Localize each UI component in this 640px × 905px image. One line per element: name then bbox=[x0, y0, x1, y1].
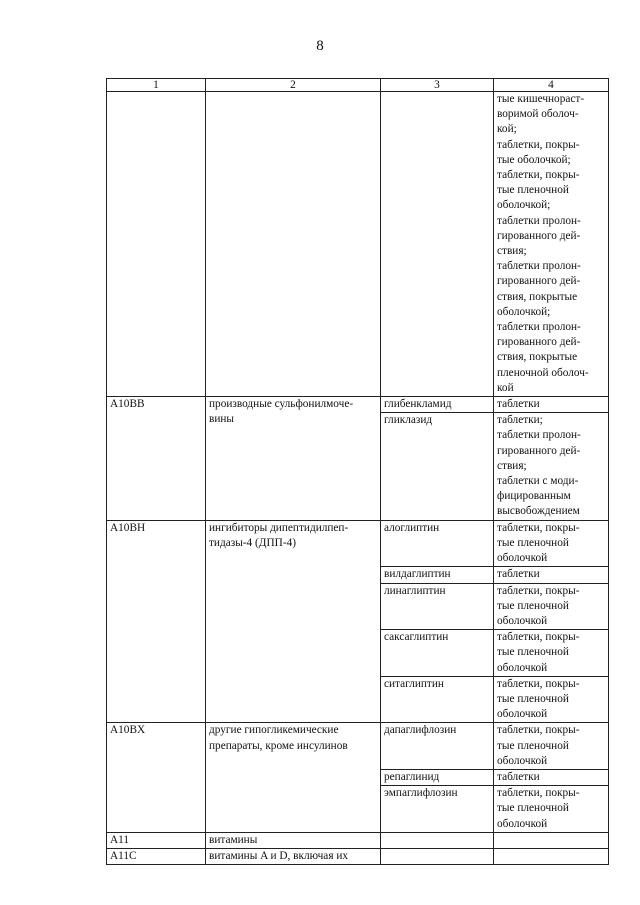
dosage-forms-cell bbox=[494, 769, 609, 785]
dosage-form-line: ствия; bbox=[497, 459, 527, 472]
table-row bbox=[107, 92, 609, 397]
dosage-forms-cell bbox=[494, 630, 609, 677]
dosage-forms-cell bbox=[494, 520, 609, 567]
dosage-form-line: тые кишечнораст- bbox=[497, 93, 585, 105]
dosage-forms-cell bbox=[494, 583, 609, 630]
dosage-form-line: тые пленочной bbox=[497, 599, 569, 612]
dosage-form-line: таблетки с моди- bbox=[497, 475, 579, 488]
dosage-form-line: оболочкой bbox=[497, 754, 548, 767]
dosage-form-line: тые пленочной bbox=[497, 646, 569, 659]
dosage-form-line: тые пленочной bbox=[497, 802, 569, 815]
substance-name-cell bbox=[381, 723, 494, 770]
dosage-forms-cell bbox=[494, 786, 609, 833]
table-body bbox=[107, 92, 609, 865]
dosage-form-line: ствия; bbox=[497, 245, 527, 258]
dosage-form-line: оболочкой bbox=[497, 661, 548, 674]
dosage-forms-cell bbox=[494, 413, 609, 520]
dosage-form-line: оболочкой; bbox=[497, 305, 551, 318]
column-header-1: 1 bbox=[107, 79, 206, 92]
dosage-form-line: гированного дей- bbox=[497, 444, 581, 457]
dosage-form-line: таблетки, покры- bbox=[497, 169, 580, 182]
group-name-cell bbox=[206, 92, 381, 397]
medication-table bbox=[106, 78, 609, 865]
column-header-2: 2 bbox=[206, 79, 381, 92]
dosage-forms-cell bbox=[494, 397, 609, 413]
dosage-form-line: таблетки, покры- bbox=[497, 677, 580, 690]
dosage-form-line: таблетки, покры- bbox=[497, 631, 580, 644]
dosage-form-line: таблетки, покры- bbox=[497, 138, 580, 151]
substance-name: эмпаглифлозин bbox=[384, 787, 458, 800]
dosage-form-line: ствия, покрытые bbox=[497, 290, 578, 303]
dosage-form-line: оболочкой; bbox=[497, 199, 551, 212]
dosage-form-line: таблетки пролон- bbox=[497, 429, 581, 442]
page-number: 8 bbox=[316, 38, 324, 54]
substance-name: алоглиптин bbox=[384, 521, 440, 534]
atc-code-cell: A10BX bbox=[107, 723, 206, 832]
dosage-forms-cell bbox=[494, 92, 609, 397]
atc-code-cell: A11C bbox=[107, 848, 206, 864]
table-row bbox=[107, 832, 609, 848]
table-row bbox=[107, 520, 609, 567]
substance-name: дапаглифлозин bbox=[384, 724, 457, 737]
group-name-cell bbox=[206, 397, 381, 521]
dosage-form-line: гированного дей- bbox=[497, 229, 581, 242]
group-name-line: другие гипогликемические bbox=[209, 724, 339, 737]
dosage-form-line: гированного дей- bbox=[497, 336, 581, 349]
substance-name-cell bbox=[381, 676, 494, 723]
dosage-form-line: воримой оболоч- bbox=[497, 108, 579, 121]
column-header-4: 4 bbox=[494, 79, 609, 92]
group-name-line: тидазы-4 (ДПП-4) bbox=[209, 536, 296, 549]
table-row bbox=[107, 397, 609, 413]
table-row bbox=[107, 723, 609, 770]
dosage-form-line: тые пленочной bbox=[497, 739, 569, 752]
dosage-form-line: тые пленочной bbox=[497, 692, 569, 705]
substance-name-cell bbox=[381, 583, 494, 630]
substance-name-cell bbox=[381, 630, 494, 677]
substance-name-cell bbox=[381, 848, 494, 864]
group-name-line: витамины bbox=[209, 833, 258, 846]
dosage-form-line: оболочкой bbox=[497, 614, 548, 627]
dosage-forms-cell bbox=[494, 723, 609, 770]
table-header bbox=[107, 79, 609, 92]
dosage-form-line: таблетки пролон- bbox=[497, 260, 581, 273]
group-name-cell bbox=[206, 832, 381, 848]
substance-name-cell bbox=[381, 520, 494, 567]
dosage-form-line: фицированным bbox=[497, 490, 571, 503]
substance-name-cell bbox=[381, 567, 494, 583]
substance-name: вилдаглиптин bbox=[384, 568, 451, 581]
dosage-form-line: таблетки bbox=[497, 398, 540, 411]
atc-code-cell bbox=[107, 92, 206, 397]
substance-name-cell bbox=[381, 786, 494, 833]
dosage-form-line: оболочкой bbox=[497, 708, 548, 721]
dosage-form-line: пленочной оболоч- bbox=[497, 366, 589, 379]
dosage-form-line: таблетки, покры- bbox=[497, 584, 580, 597]
dosage-forms-cell bbox=[494, 676, 609, 723]
substance-name-cell bbox=[381, 92, 494, 397]
dosage-form-line: таблетки пролон- bbox=[497, 321, 581, 334]
dosage-forms-cell bbox=[494, 567, 609, 583]
dosage-form-line: таблетки bbox=[497, 568, 540, 581]
dosage-form-line: кой bbox=[497, 381, 514, 394]
dosage-form-line: таблетки; bbox=[497, 414, 543, 427]
dosage-form-line: таблетки bbox=[497, 770, 540, 783]
atc-code-cell: A10BB bbox=[107, 397, 206, 521]
dosage-form-line: высвобождением bbox=[497, 505, 580, 518]
dosage-form-line: таблетки, покры- bbox=[497, 787, 580, 800]
dosage-form-line: таблетки пролон- bbox=[497, 214, 581, 227]
substance-name-cell bbox=[381, 413, 494, 520]
group-name-line: ингибиторы дипептидилпеп- bbox=[209, 521, 349, 534]
substance-name: ситаглиптин bbox=[384, 677, 444, 690]
group-name-line: производные сульфонилмоче- bbox=[209, 398, 354, 411]
group-name-line: вины bbox=[209, 413, 235, 426]
dosage-form-line: оболочкой bbox=[497, 817, 548, 830]
table-row bbox=[107, 848, 609, 864]
dosage-form-line: таблетки, покры- bbox=[497, 724, 580, 737]
group-name-line: витамины A и D, включая их bbox=[209, 849, 349, 862]
dosage-form-line: тые пленочной bbox=[497, 184, 569, 197]
substance-name: линаглиптин bbox=[384, 584, 446, 597]
group-name-line: препараты, кроме инсулинов bbox=[209, 739, 348, 752]
substance-name-cell bbox=[381, 832, 494, 848]
dosage-form-line: кой; bbox=[497, 123, 517, 136]
dosage-form-line: гированного дей- bbox=[497, 275, 581, 288]
substance-name: саксаглиптин bbox=[384, 631, 449, 644]
dosage-form-line: тые оболочкой; bbox=[497, 153, 571, 166]
dosage-form-line: ствия, покрытые bbox=[497, 351, 578, 364]
substance-name: глибенкламид bbox=[384, 398, 452, 411]
atc-code-cell: A10BH bbox=[107, 520, 206, 723]
dosage-forms-cell bbox=[494, 832, 609, 848]
dosage-forms-cell bbox=[494, 848, 609, 864]
dosage-form-line: тые пленочной bbox=[497, 536, 569, 549]
substance-name: репаглинид bbox=[384, 770, 440, 783]
substance-name: гликлазид bbox=[384, 414, 433, 427]
dosage-form-line: таблетки, покры- bbox=[497, 521, 580, 534]
column-header-3: 3 bbox=[381, 79, 494, 92]
dosage-form-line: оболочкой bbox=[497, 552, 548, 565]
group-name-cell bbox=[206, 723, 381, 832]
group-name-cell bbox=[206, 848, 381, 864]
substance-name-cell bbox=[381, 397, 494, 413]
atc-code-cell: A11 bbox=[107, 832, 206, 848]
group-name-cell bbox=[206, 520, 381, 723]
substance-name-cell bbox=[381, 769, 494, 785]
